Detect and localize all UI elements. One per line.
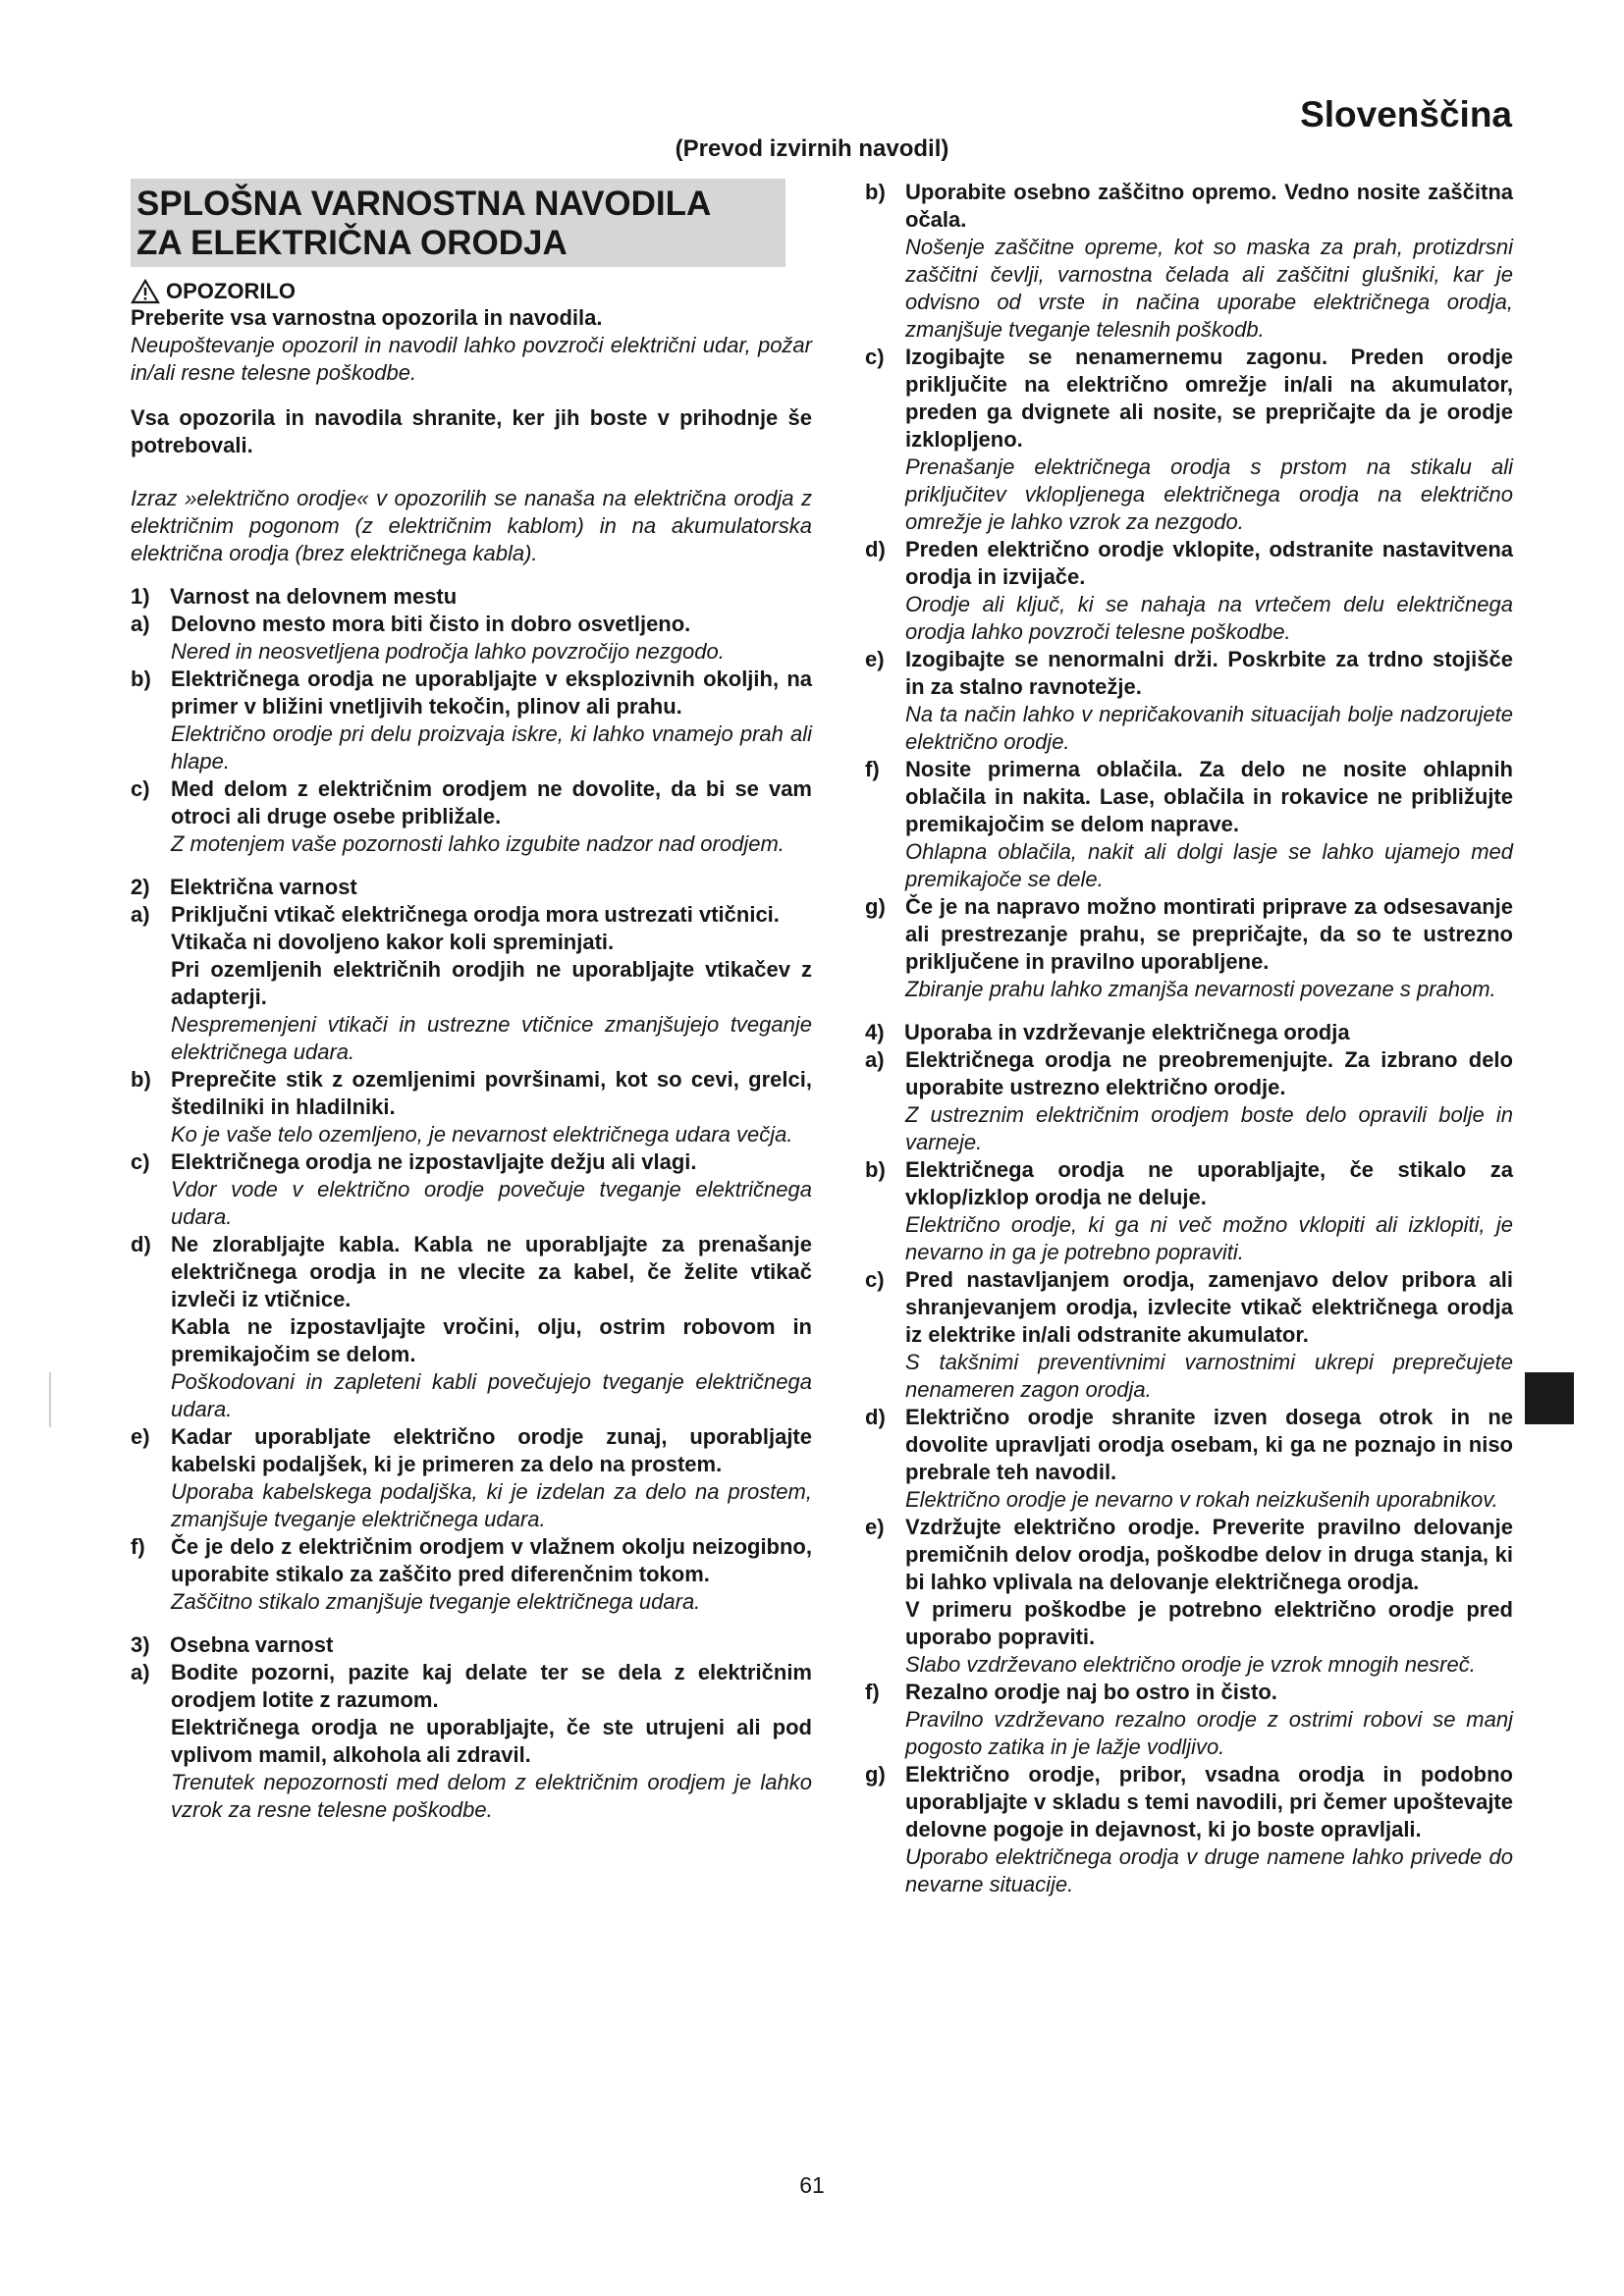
- item-instruction: V primeru poškodbe je potrebno električno orodje pred uporabo popraviti.: [905, 1597, 1513, 1649]
- list-item: [131, 1066, 812, 1148]
- list-item: [865, 756, 1513, 893]
- item-body: [905, 646, 1513, 756]
- item-instruction: Pred nastavljanjem orodja, zamenjavo delov pribora ali shranjevanjem orodja, izvlecite vtikač električnega orodja iz elektrike in/ali odstranite akumulator.: [905, 1267, 1513, 1347]
- item-letter: g): [865, 1762, 886, 1787]
- item-explanation: Ko je vaše telo ozemljeno, je nevarnost električnega udara večja.: [171, 1122, 793, 1147]
- item-instruction: Električnega orodja ne uporabljajte, če ste utrujeni ali pod vplivom mamil, alkohola ali zdravil.: [171, 1715, 812, 1767]
- list-item: [131, 1148, 812, 1231]
- item-body: [905, 1156, 1513, 1266]
- item-explanation: Električno orodje pri delu proizvaja iskre, ki lahko vnamejo prah ali hlape.: [171, 721, 812, 774]
- item-explanation: Nered in neosvetljena področja lahko povzročijo nezgodo.: [171, 639, 725, 664]
- term-definition-text: Izraz »električno orodje« v opozorilih se nanaša na električna orodja z električnim pogonom (z električnim kablom) in na akumulatorska električna orodja (brez električnega kabla).: [131, 486, 812, 565]
- item-instruction: Preden električno orodje vklopite, odstranite nastavitvena orodja in izvijače.: [905, 537, 1513, 589]
- list-item: [131, 901, 812, 1066]
- item-body: [905, 1679, 1513, 1761]
- item-instruction: Ne zlorabljajte kabla. Kabla ne uporabljajte za prenašanje električnega orodja in ne vlecite za kabel, če želite vtikač izvleči iz vtičnice.: [171, 1232, 812, 1311]
- item-body: [905, 179, 1513, 344]
- item-letter: f): [865, 757, 880, 781]
- section-title: Osebna varnost: [170, 1632, 334, 1657]
- list-item: [865, 1404, 1513, 1514]
- item-instruction: Izogibajte se nenamernemu zagonu. Preden orodje priključite na električno omrežje in/ali na akumulator, preden ga dvignete ali nosite, se prepričajte da je orodje izklopljeno.: [905, 345, 1513, 452]
- section-number: 3): [131, 1632, 150, 1657]
- item-instruction: Bodite pozorni, pazite kaj delate ter se dela z električnim orodjem lotite z razumom.: [171, 1660, 812, 1712]
- warning-bold-text: Preberite vsa varnostna opozorila in navodila.: [131, 305, 603, 330]
- item-letter: a): [131, 612, 150, 636]
- left-sections: [131, 583, 812, 1824]
- item-instruction: Kabla ne izpostavljajte vročini, olju, ostrim robovom in premikajočim se delom.: [171, 1314, 812, 1366]
- item-letter: e): [131, 1424, 150, 1449]
- list-item: [131, 775, 812, 858]
- section-heading: [131, 874, 812, 901]
- item-explanation: Z motenjem vaše pozornosti lahko izgubite nadzor nad orodjem.: [171, 831, 785, 856]
- left-column: [131, 179, 812, 1824]
- item-instruction: Električnega orodja ne izpostavljajte dežju ali vlagi.: [171, 1149, 697, 1174]
- item-explanation: Poškodovani in zapleteni kabli povečujejo tveganje električnega udara.: [171, 1369, 812, 1421]
- list-item: [131, 611, 812, 666]
- item-explanation: Orodje ali ključ, ki se nahaja na vrtečem delu električnega orodja lahko povzroči telesne poškodbe.: [905, 592, 1513, 644]
- item-instruction: Vtikača ni dovoljeno kakor koli spreminjati.: [171, 930, 615, 954]
- item-explanation: Prenašanje električnega orodja s prstom na stikalu ali priključitev vklopljenega električnega orodja na električno omrežje je lahko vzrok za nezgodo.: [905, 454, 1513, 534]
- page-number: 61: [799, 2172, 825, 2198]
- list-item: [865, 1761, 1513, 1898]
- item-instruction: Priključni vtikač električnega orodja mora ustrezati vtičnici.: [171, 902, 780, 927]
- item-letter: a): [131, 902, 150, 927]
- list-item: [865, 1266, 1513, 1404]
- list-item: [131, 1423, 812, 1533]
- right-sections: [865, 179, 1513, 1898]
- item-explanation: Na ta način lahko v nepričakovanih situacijah bolje nadzorujete električno orodje.: [905, 702, 1513, 754]
- section-heading: [131, 1631, 812, 1659]
- item-letter: e): [865, 647, 885, 671]
- item-instruction: Med delom z električnim orodjem ne dovolite, da bi se vam otroci ali druge osebe približale.: [171, 776, 812, 828]
- item-body: [171, 1148, 812, 1231]
- warning-triangle-icon: [131, 279, 160, 304]
- item-explanation: Ohlapna oblačila, nakit ali dolgi lasje se lahko ujamejo med premikajoče se dele.: [905, 839, 1513, 891]
- page-title-line1: SPLOŠNA VARNOSTNA NAVODILA: [136, 185, 712, 223]
- language-tab-marker: [1525, 1372, 1574, 1424]
- margin-line: [49, 1372, 51, 1427]
- list-item: [865, 1046, 1513, 1156]
- item-body: [171, 1231, 812, 1423]
- item-explanation: Električno orodje, ki ga ni več možno vklopiti ali izklopiti, je nevarno in ga je potrebno popraviti.: [905, 1212, 1513, 1264]
- list-item: [865, 893, 1513, 1003]
- item-instruction: Kadar uporabljate električno orodje zunaj, uporabljajte kabelski podaljšek, ki je primeren za delo na prostem.: [171, 1424, 812, 1476]
- item-letter: a): [131, 1660, 150, 1684]
- item-body: [905, 1514, 1513, 1679]
- section-heading: [131, 583, 812, 611]
- item-letter: f): [131, 1534, 145, 1559]
- keep-instructions-text: Vsa opozorila in navodila shranite, ker jih boste v prihodnje še potrebovali.: [131, 405, 812, 457]
- item-body: [171, 1533, 812, 1616]
- list-item: [865, 1514, 1513, 1679]
- item-instruction: Delovno mesto mora biti čisto in dobro osvetljeno.: [171, 612, 691, 636]
- item-instruction: Nosite primerna oblačila. Za delo ne nosite ohlapnih oblačila in nakita. Lase, oblačila in rokavice ne približujte premikajočim se delom naprave.: [905, 757, 1513, 836]
- warning-italic-text: Neupoštevanje opozoril in navodil lahko povzroči električni udar, požar in/ali resne telesne poškodbe.: [131, 333, 812, 385]
- item-instruction: Električno orodje shranite izven dosega otrok in ne dovolite upravljati orodja osebam, ki ga ne poznajo in niso prebrale teh navodil.: [905, 1405, 1513, 1484]
- item-explanation: Vdor vode v električno orodje povečuje tveganje električnega udara.: [171, 1177, 812, 1229]
- item-explanation: S takšnimi preventivnimi varnostnimi ukrepi preprečujete nenameren zagon orodja.: [905, 1350, 1513, 1402]
- item-letter: b): [131, 667, 151, 691]
- list-item: [865, 1679, 1513, 1761]
- item-explanation: Pravilno vzdrževano rezalno orodje z ostrimi robovi se manj pogosto zatika in je lažje vodljivo.: [905, 1707, 1513, 1759]
- item-body: [905, 1404, 1513, 1514]
- section-number: 4): [865, 1020, 885, 1044]
- item-body: [905, 1761, 1513, 1898]
- section-title: Uporaba in vzdrževanje električnega orodja: [904, 1020, 1350, 1044]
- section-title: Električna varnost: [170, 875, 357, 899]
- item-instruction: Če je na napravo možno montirati priprave za odsesavanje ali prestrezanje prahu, se prepričajte, da so te ustrezno priključene in pravilno uporabljene.: [905, 894, 1513, 974]
- section-heading: [865, 1019, 1513, 1046]
- item-letter: d): [131, 1232, 151, 1256]
- item-letter: c): [865, 345, 885, 369]
- section-number: 1): [131, 584, 150, 609]
- list-item: [865, 646, 1513, 756]
- list-item: [131, 666, 812, 775]
- item-letter: a): [865, 1047, 885, 1072]
- item-letter: d): [865, 537, 886, 561]
- page-title: [131, 179, 785, 267]
- item-body: [171, 611, 812, 666]
- item-instruction: Uporabite osebno zaščitno opremo. Vedno nosite zaščitna očala.: [905, 180, 1513, 232]
- list-item: [131, 1659, 812, 1824]
- list-item: [865, 1156, 1513, 1266]
- item-explanation: Z ustreznim električnim orodjem boste delo opravili bolje in varneje.: [905, 1102, 1513, 1154]
- item-letter: c): [865, 1267, 885, 1292]
- item-body: [905, 536, 1513, 646]
- item-explanation: Uporaba kabelskega podaljška, ki je izdelan za delo na prostem, zmanjšuje tveganje električnega udara.: [171, 1479, 812, 1531]
- item-body: [171, 666, 812, 775]
- item-letter: f): [865, 1680, 880, 1704]
- section-title: Varnost na delovnem mestu: [170, 584, 458, 609]
- list-item: [131, 1231, 812, 1423]
- item-letter: e): [865, 1515, 885, 1539]
- section-number: 2): [131, 875, 150, 899]
- item-letter: c): [131, 1149, 150, 1174]
- item-instruction: Električnega orodja ne uporabljajte v eksplozivnih okoljih, na primer v bližini vnetljivih tekočin, plinov ali prahu.: [171, 667, 812, 719]
- item-letter: g): [865, 894, 886, 919]
- item-letter: b): [131, 1067, 151, 1092]
- item-body: [905, 1266, 1513, 1404]
- item-body: [171, 775, 812, 858]
- item-letter: b): [865, 180, 886, 204]
- item-instruction: Električnega orodja ne preobremenjujte. Za izbrano delo uporabite ustrezno električno orodje.: [905, 1047, 1513, 1099]
- item-body: [171, 1066, 812, 1148]
- item-explanation: Nespremenjeni vtikači in ustrezne vtičnice zmanjšujejo tveganje električnega udara.: [171, 1012, 812, 1064]
- item-explanation: Električno orodje je nevarno v rokah neizkušenih uporabnikov.: [905, 1487, 1498, 1512]
- item-body: [171, 901, 812, 1066]
- item-body: [905, 893, 1513, 1003]
- warning-label: OPOZORILO: [166, 279, 296, 303]
- item-explanation: Zaščitno stikalo zmanjšuje tveganje električnega udara.: [171, 1589, 701, 1614]
- item-body: [905, 756, 1513, 893]
- item-body: [905, 344, 1513, 536]
- list-item: [131, 1533, 812, 1616]
- item-instruction: Rezalno orodje naj bo ostro in čisto.: [905, 1680, 1277, 1704]
- item-explanation: Uporabo električnega orodja v druge namene lahko privede do nevarne situacije.: [905, 1844, 1513, 1896]
- warning-heading: [131, 279, 812, 304]
- item-instruction: Električno orodje, pribor, vsadna orodja in podobno uporabljajte v skladu s temi navodili, pri čemer upoštevajte delovne pogoje in dejavnost, ki jo boste opravljali.: [905, 1762, 1513, 1842]
- item-body: [171, 1423, 812, 1533]
- list-item: [865, 179, 1513, 344]
- item-explanation: Slabo vzdrževano električno orodje je vzrok mnogih nesreč.: [905, 1652, 1476, 1677]
- list-item: [865, 536, 1513, 646]
- item-instruction: Izogibajte se nenormalni drži. Poskrbite za trdno stojišče in za stalno ravnotežje.: [905, 647, 1513, 699]
- list-item: [865, 344, 1513, 536]
- item-explanation: Zbiranje prahu lahko zmanjša nevarnosti povezane s prahom.: [905, 977, 1496, 1001]
- item-instruction: Električnega orodja ne uporabljajte, če stikalo za vklop/izklop orodja ne deluje.: [905, 1157, 1513, 1209]
- item-instruction: Vzdržujte električno orodje. Preverite pravilno delovanje premičnih delov orodja, poškodbe delov in druga stanja, ki bi lahko vplivala na delovanje električnega orodja.: [905, 1515, 1513, 1594]
- item-explanation: Trenutek nepozornosti med delom z električnim orodjem je lahko vzrok za resne telesne poškodbe.: [171, 1770, 812, 1822]
- page-title-line2: ZA ELEKTRIČNA ORODJA: [136, 224, 568, 262]
- item-letter: b): [865, 1157, 886, 1182]
- item-letter: d): [865, 1405, 886, 1429]
- item-instruction: Preprečite stik z ozemljenimi površinami, kot so cevi, grelci, štedilniki in hladilniki.: [171, 1067, 812, 1119]
- item-body: [905, 1046, 1513, 1156]
- item-explanation: Nošenje zaščitne opreme, kot so maska za prah, protizdrsni zaščitni čevlji, varnostna čelada ali zaščitni glušniki, kar je odvisno od vrste in načina uporabe električnega orodja, zmanjšuje tveganje telesnih poškodb.: [905, 235, 1513, 342]
- document-subtitle: (Prevod izvirnih navodil): [675, 135, 949, 162]
- right-column: [865, 179, 1513, 1898]
- item-body: [171, 1659, 812, 1824]
- item-instruction: Pri ozemljenih električnih orodjih ne uporabljajte vtikačev z adapterji.: [171, 957, 812, 1009]
- item-letter: c): [131, 776, 150, 801]
- language-label: Slovenščina: [1300, 94, 1512, 134]
- item-instruction: Če je delo z električnim orodjem v vlažnem okolju neizogibno, uporabite stikalo za zaščito pred diferenčnim tokom.: [171, 1534, 812, 1586]
